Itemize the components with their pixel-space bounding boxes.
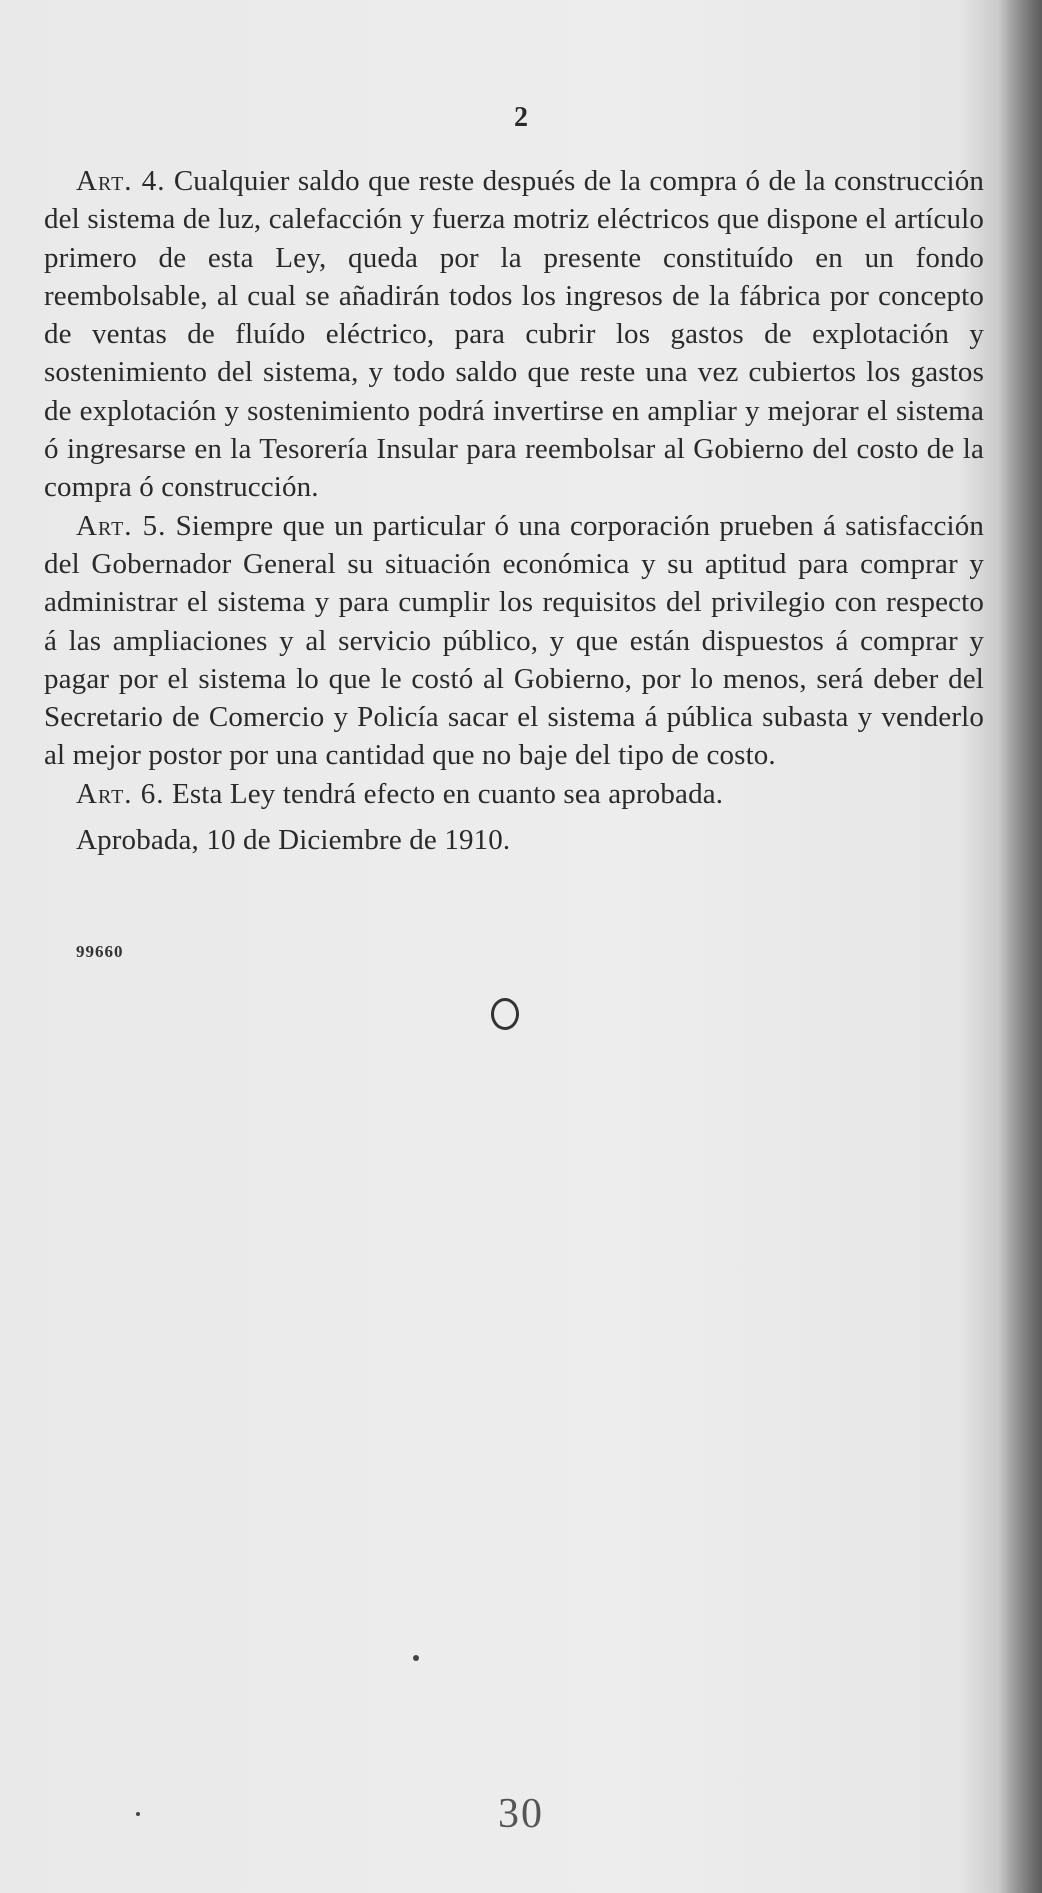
article-label: Art. 6. <box>76 777 165 810</box>
article-4 <box>44 162 984 507</box>
article-text: Siempre que un particular ó una corporación prueben á satisfacción del Gobernador General su situación económica y su aptitud para comprar y administrar el sistema y para cumplir los requisitos del privilegio con respecto á las ampliaciones y al servicio público, y que están dispuestos á comprar y pagar por el sistema lo que le costó al Gobierno, por lo menos, será deber del Secretario de Comercio y Policía sacar el sistema á pública subasta y venderlo al mejor postor por una cantidad que no baje del tipo de costo. <box>44 509 984 772</box>
article-6 <box>44 775 984 813</box>
footer-page-number: 30 <box>498 1791 544 1837</box>
article-label: Art. 5. <box>76 509 167 542</box>
article-label: Art. 4. <box>76 165 166 197</box>
law-text <box>44 162 984 859</box>
binding-shadow <box>998 0 1042 1893</box>
ink-speck <box>413 1655 419 1661</box>
end-circle-mark <box>491 998 519 1030</box>
page-number: 2 <box>514 102 528 133</box>
article-text: Esta Ley tendrá efecto en cuanto sea aprobada. <box>171 777 724 810</box>
print-code: 99660 <box>76 942 124 961</box>
approval-date: Aprobada, 10 de Diciembre de 1910. <box>76 824 511 857</box>
article-text: Cualquier saldo que reste después de la compra ó de la construcción del sistema de luz, calefacción y fuerza motriz eléctricos que dispone el artículo primero de esta Ley, queda por la presente constituído en un fondo reembolsable, al cual se añadirán todos los ingresos de la fábrica por concepto de ventas de fluído eléctrico, para cubrir los gastos de explotación y sostenimiento del sistema, y todo saldo que reste una vez cubiertos los gastos de explotación y sostenimiento podrá invertirse en ampliar y mejorar el sistema ó ingresarse en la Tesorería Insular para reembolsar al Gobierno del costo de la compra ó construcción. <box>44 165 984 504</box>
article-5 <box>44 507 984 775</box>
